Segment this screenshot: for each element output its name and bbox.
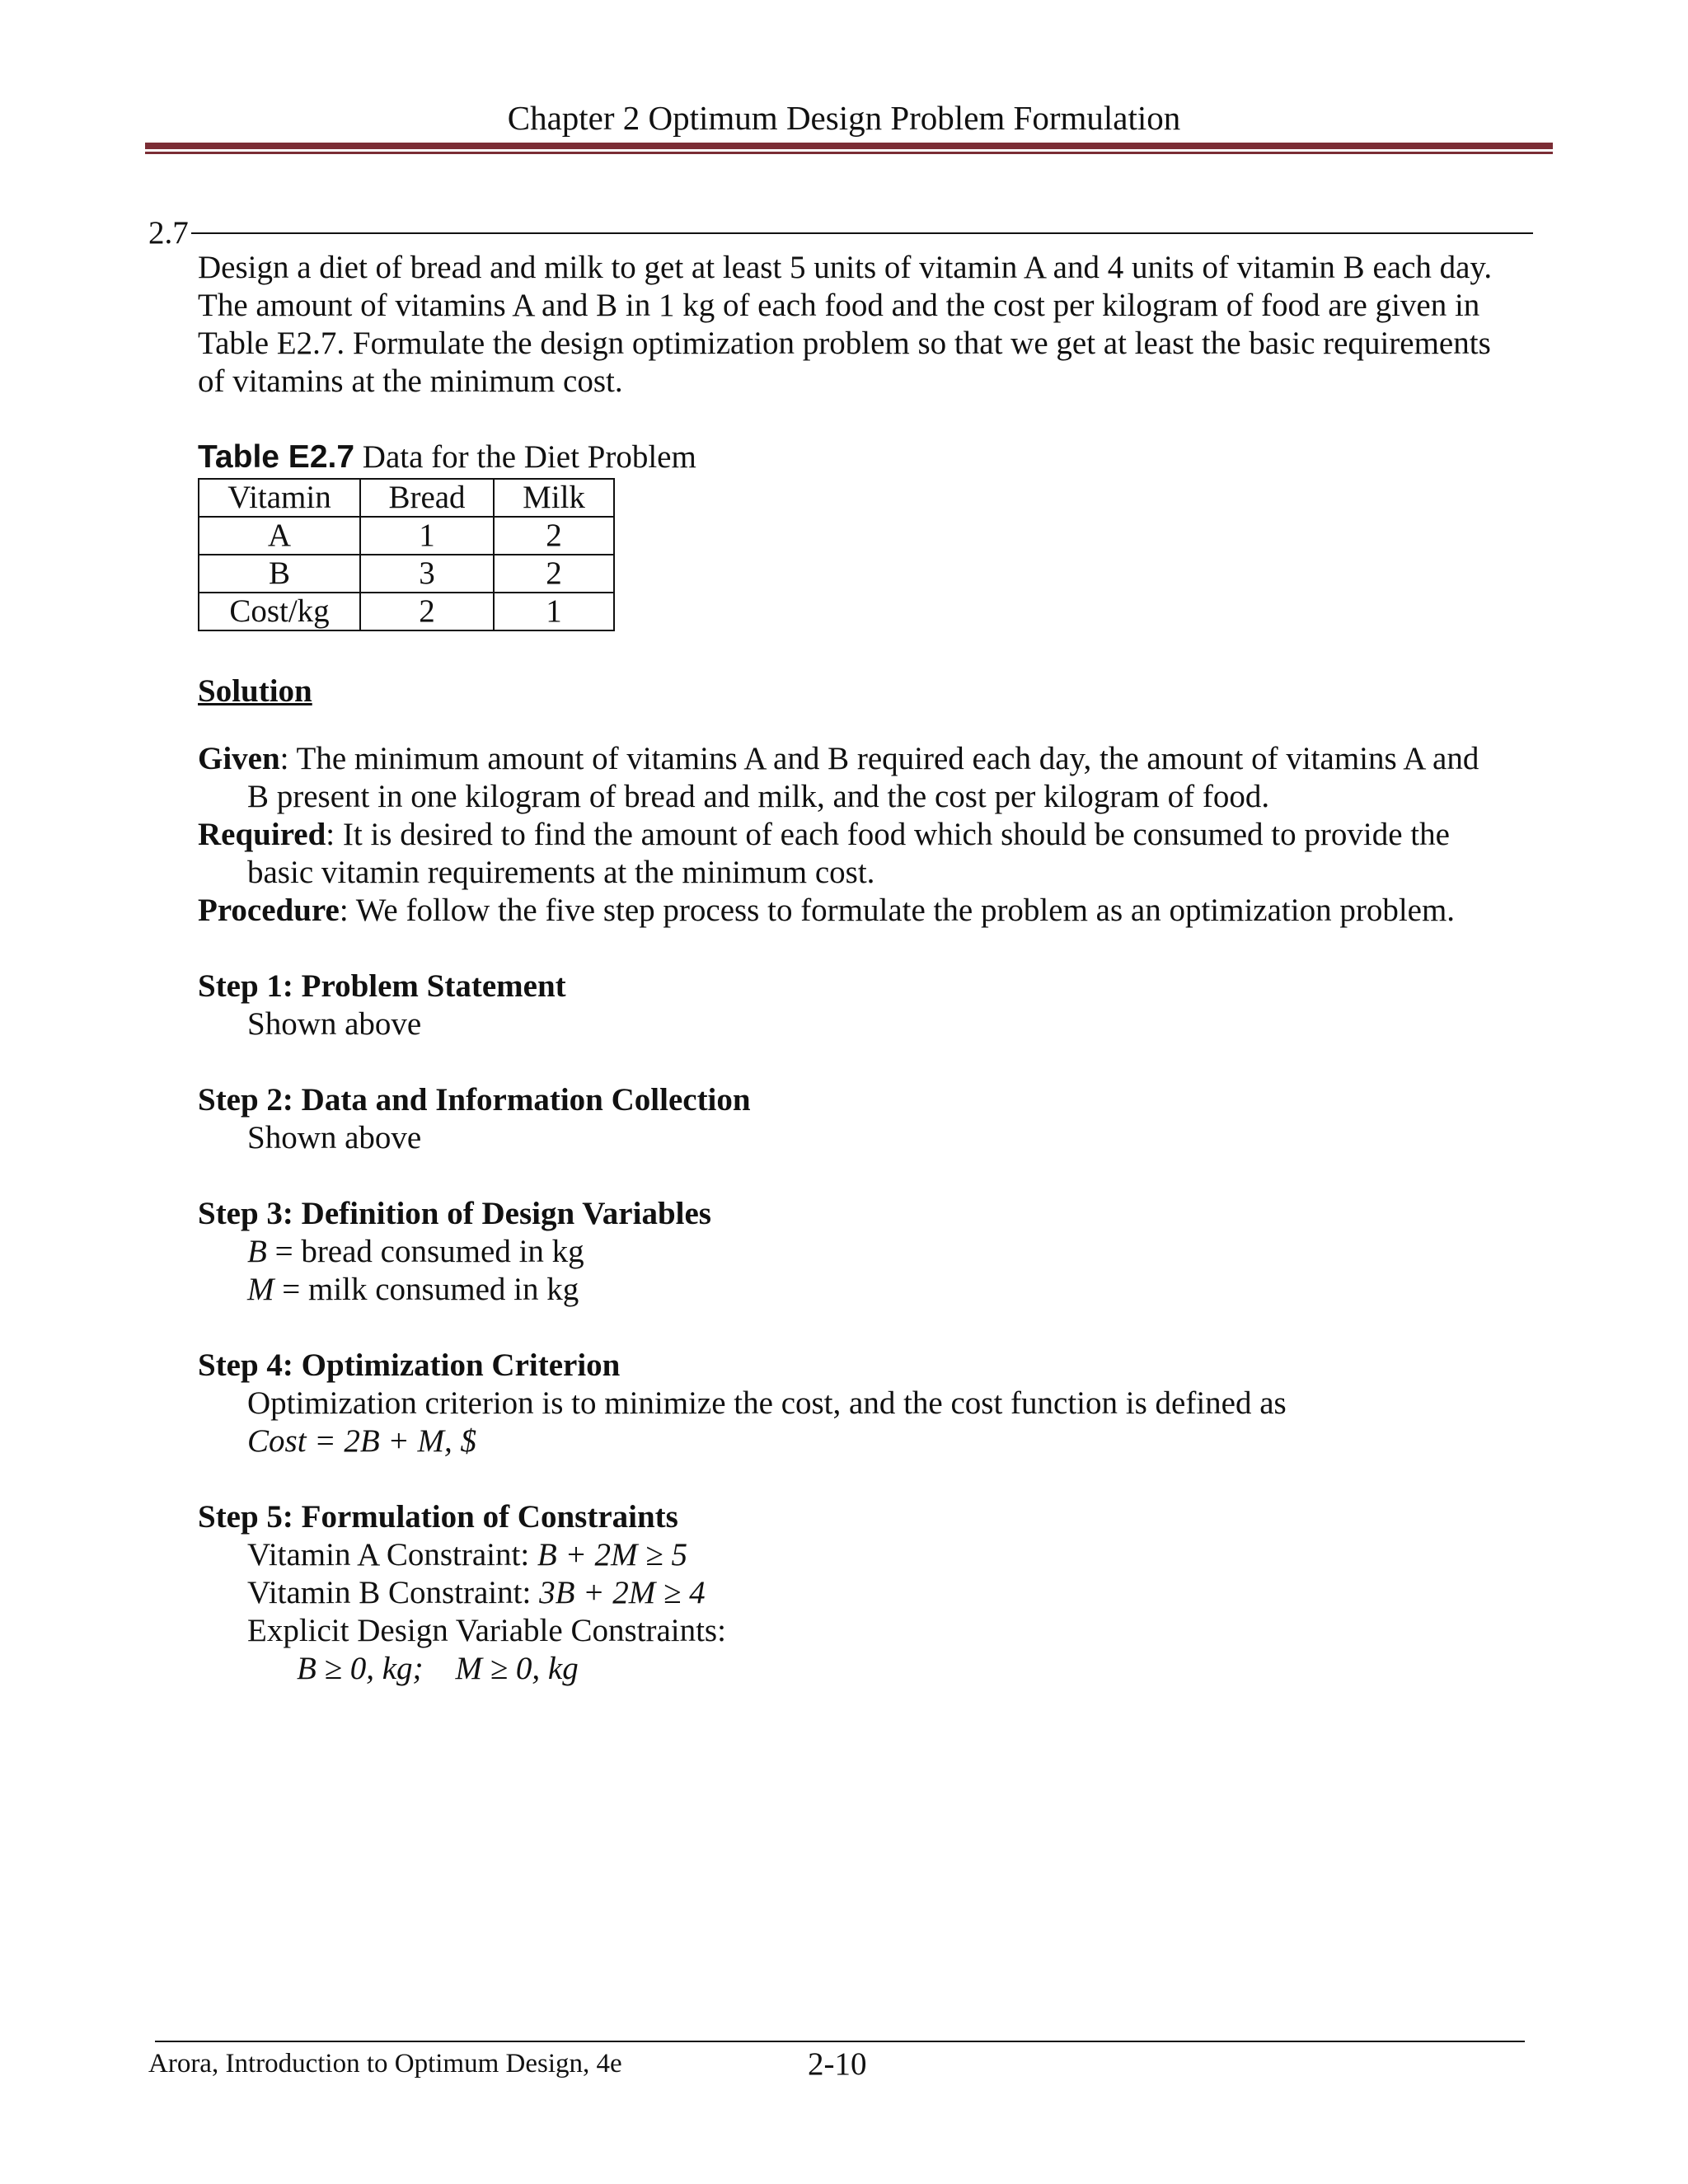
table-row bbox=[199, 517, 614, 555]
solution-heading: Solution bbox=[198, 673, 312, 709]
cost-function: Cost = 2B + M, $ bbox=[247, 1423, 476, 1459]
footer-rule bbox=[155, 2041, 1525, 2042]
header-rule-thin bbox=[145, 152, 1553, 154]
variable-b-text: = bread consumed in kg bbox=[266, 1234, 584, 1269]
procedure-label: Procedure bbox=[198, 893, 340, 928]
vitamin-b-constraint bbox=[247, 1574, 706, 1612]
step4-title: Step 4: Optimization Criterion bbox=[198, 1347, 621, 1383]
table-cell: 1 bbox=[360, 517, 494, 555]
table-caption-label: Table E2.7 bbox=[198, 439, 355, 475]
variable-m-definition bbox=[247, 1271, 579, 1309]
table-cell: 2 bbox=[494, 517, 614, 555]
table-cell: 3 bbox=[360, 555, 494, 593]
table-caption bbox=[198, 438, 696, 476]
statement-line-2: The amount of vitamins A and B in 1 kg of each food and the cost per kilogram of food are given in bbox=[198, 288, 1480, 323]
variable-b-definition bbox=[247, 1233, 584, 1271]
vitamin-b-label: Vitamin B Constraint: bbox=[247, 1575, 540, 1610]
given-label: Given bbox=[198, 741, 280, 776]
variable-m-symbol: M bbox=[247, 1272, 274, 1307]
vitamin-a-expression: B + 2M ≥ 5 bbox=[537, 1537, 687, 1572]
step1-text: Shown above bbox=[247, 1006, 422, 1042]
step4-text: Optimization criterion is to minimize the cost, and the cost function is defined as bbox=[247, 1385, 1287, 1421]
table-cell: 2 bbox=[360, 593, 494, 630]
table-header-cell: Vitamin bbox=[199, 479, 360, 517]
explicit-constraints-expression: B ≥ 0, kg; M ≥ 0, kg bbox=[297, 1651, 579, 1686]
table-cell: Cost/kg bbox=[199, 593, 360, 630]
table-cell: 2 bbox=[494, 555, 614, 593]
table-header-cell: Bread bbox=[360, 479, 494, 517]
table-caption-text: Data for the Diet Problem bbox=[362, 439, 696, 475]
variable-b-symbol: B bbox=[247, 1234, 267, 1269]
table-header-row bbox=[199, 479, 614, 517]
statement-line-4: of vitamins at the minimum cost. bbox=[198, 363, 623, 399]
procedure-line bbox=[198, 892, 1455, 930]
diet-data-table bbox=[198, 478, 615, 631]
given-line-1 bbox=[198, 740, 1479, 778]
statement-line-3: Table E2.7. Formulate the design optimization problem so that we get at least the basic requirements bbox=[198, 326, 1491, 361]
header-rule bbox=[145, 143, 1553, 149]
required-line-1 bbox=[198, 816, 1450, 854]
table-cell: 1 bbox=[494, 593, 614, 630]
given-text: : The minimum amount of vitamins A and B required each day, the amount of vitamins A and bbox=[279, 741, 1479, 776]
table-row bbox=[199, 555, 614, 593]
given-line-2: B present in one kilogram of bread and milk, and the cost per kilogram of food. bbox=[247, 779, 1270, 814]
explicit-constraints-label: Explicit Design Variable Constraints: bbox=[247, 1613, 726, 1648]
table-header-cell: Milk bbox=[494, 479, 614, 517]
problem-number: 2.7 bbox=[148, 215, 189, 251]
step5-title: Step 5: Formulation of Constraints bbox=[198, 1499, 678, 1535]
step1-title: Step 1: Problem Statement bbox=[198, 968, 566, 1004]
statement-line-1: Design a diet of bread and milk to get at least 5 units of vitamin A and 4 units of vitamin B each day. bbox=[198, 250, 1493, 285]
vitamin-a-constraint bbox=[247, 1536, 687, 1574]
table-row bbox=[199, 593, 614, 630]
problem-rule bbox=[191, 232, 1533, 234]
required-text: : It is desired to find the amount of each food which should be consumed to provide the bbox=[326, 817, 1450, 852]
step3-title: Step 3: Definition of Design Variables bbox=[198, 1196, 711, 1231]
page-header-title: Chapter 2 Optimum Design Problem Formulation bbox=[507, 99, 1181, 137]
variable-m-text: = milk consumed in kg bbox=[274, 1272, 579, 1307]
step2-title: Step 2: Data and Information Collection bbox=[198, 1082, 751, 1118]
step2-text: Shown above bbox=[247, 1120, 422, 1155]
page-number: 2-10 bbox=[808, 2046, 867, 2082]
footer-reference: Arora, Introduction to Optimum Design, 4e bbox=[148, 2049, 622, 2079]
vitamin-b-expression: 3B + 2M ≥ 4 bbox=[539, 1575, 706, 1610]
table-cell: B bbox=[199, 555, 360, 593]
required-line-2: basic vitamin requirements at the minimum cost. bbox=[247, 855, 875, 890]
table-cell: A bbox=[199, 517, 360, 555]
procedure-text: : We follow the five step process to formulate the problem as an optimization problem. bbox=[339, 893, 1456, 928]
required-label: Required bbox=[198, 817, 326, 852]
vitamin-a-label: Vitamin A Constraint: bbox=[247, 1537, 537, 1572]
